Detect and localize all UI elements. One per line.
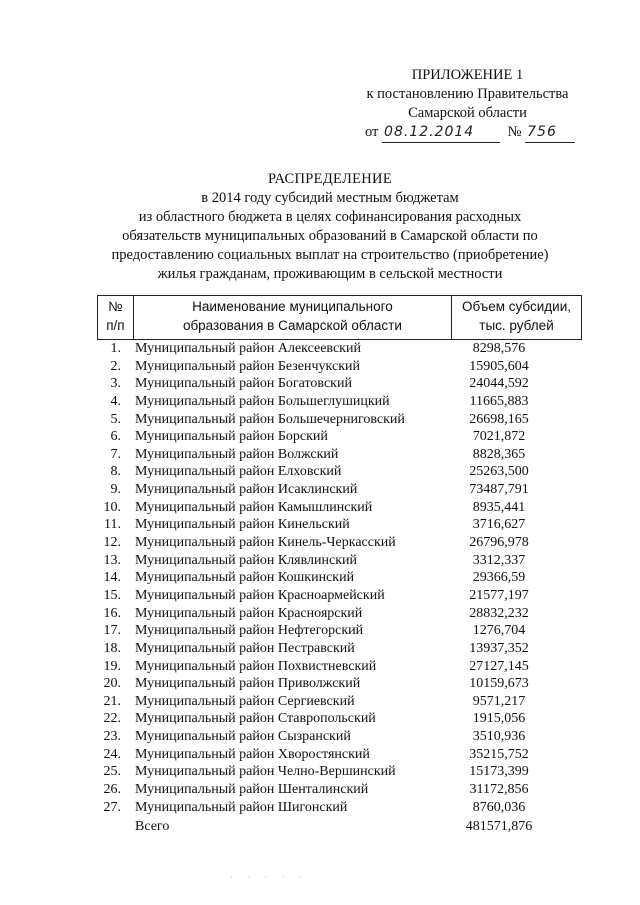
appendix-block (355, 66, 580, 143)
row-value: 7021,872 (472, 429, 526, 445)
table-row (97, 358, 582, 376)
table-row (97, 622, 582, 640)
row-name: Муниципальный район Кинельский (135, 517, 350, 533)
table-row (97, 746, 582, 764)
row-number: 17. (103, 623, 121, 639)
row-number: 19. (103, 658, 121, 674)
row-name: Муниципальный район Богатовский (135, 376, 352, 392)
row-value: 15173,399 (469, 764, 529, 780)
table-row (97, 799, 582, 817)
table-row (97, 658, 582, 676)
row-name: Муниципальный район Камышлинский (135, 499, 373, 515)
row-name: Муниципальный район Нефтегорский (135, 623, 364, 639)
header-number-line2: п/п (106, 318, 125, 333)
heading-line: жилья гражданам, проживающим в сельской местности (157, 266, 503, 282)
date-field (382, 123, 500, 143)
row-name: Муниципальный район Алексеевский (135, 341, 361, 356)
table-row (97, 675, 582, 693)
row-name: Муниципальный район Елховский (135, 464, 342, 480)
row-name: Муниципальный район Исаклинский (135, 482, 358, 498)
row-number: 24. (103, 746, 121, 762)
table-row (97, 375, 582, 393)
row-number: 12. (103, 535, 121, 551)
table-body (97, 340, 582, 816)
appendix-title: ПРИЛОЖЕНИЕ 1 (411, 67, 524, 83)
appendix-date-line (355, 123, 580, 143)
row-value: 3510,936 (472, 729, 526, 745)
table-row (97, 463, 582, 481)
header-value-line2: тыс. рублей (479, 318, 554, 333)
heading-line: из областного бюджета в целях софинансирования расходных (138, 209, 522, 225)
row-value: 8760,036 (472, 799, 526, 815)
row-value: 13937,352 (469, 640, 529, 656)
total-label: Всего (135, 819, 170, 834)
row-name: Муниципальный район Шигонский (135, 799, 348, 815)
row-name: Муниципальный район Сызранский (135, 729, 351, 745)
row-name: Муниципальный район Хворостянский (135, 746, 370, 762)
row-value: 8935,441 (472, 499, 526, 515)
row-name: Муниципальный район Пестравский (135, 640, 355, 656)
table-row (97, 534, 582, 552)
appendix-region-line: Самарской области (408, 105, 527, 121)
table-row (97, 393, 582, 411)
row-name: Муниципальный район Сергиевский (135, 693, 355, 709)
table-row (97, 710, 582, 728)
row-value: 8298,576 (472, 341, 526, 356)
row-number: 11. (104, 517, 121, 533)
row-number: 4. (110, 393, 121, 409)
row-name: Муниципальный район Клявлинский (135, 552, 358, 568)
header-name-line2: образования в Самарской области (182, 318, 402, 333)
document-heading (80, 170, 580, 284)
row-name: Муниципальный район Волжский (135, 446, 339, 462)
row-value: 1276,704 (472, 623, 526, 639)
table-row (97, 446, 582, 464)
row-value: 26698,165 (469, 411, 529, 427)
row-value: 15905,604 (469, 358, 529, 374)
date-prefix: от (365, 124, 379, 140)
row-number: 6. (110, 429, 121, 445)
scan-artifact-dots: · · · · · (230, 872, 308, 882)
row-value: 35215,752 (469, 746, 529, 762)
row-value: 28832,232 (469, 605, 529, 621)
table-row (97, 481, 582, 499)
row-value: 27127,145 (469, 658, 529, 674)
row-name: Муниципальный район Кинель-Черкасский (135, 535, 396, 551)
row-number: 10. (103, 499, 121, 515)
table-row (97, 587, 582, 605)
row-value: 25263,500 (469, 464, 529, 480)
appendix-resolution-line: к постановлению Правительства (366, 86, 569, 102)
row-name: Муниципальный район Ставропольский (135, 711, 376, 727)
row-number: 3. (110, 376, 121, 392)
table-row (97, 569, 582, 587)
heading-title: РАСПРЕДЕЛЕНИЕ (268, 171, 392, 187)
row-number: 5. (110, 411, 121, 427)
row-value: 8828,365 (472, 446, 526, 462)
row-number: 22. (103, 711, 121, 727)
row-number: 26. (103, 782, 121, 798)
row-value: 29366,59 (472, 570, 526, 586)
table-row (97, 516, 582, 534)
table-row (97, 499, 582, 517)
row-name: Муниципальный район Красноармейский (135, 587, 385, 603)
total-value: 481571,876 (465, 819, 533, 834)
heading-line: предоставлению социальных выплат на строительство (приобретение) (111, 247, 549, 263)
table-row (97, 728, 582, 746)
row-name: Муниципальный район Красноярский (135, 605, 363, 621)
row-name: Муниципальный район Большечерниговский (135, 411, 405, 427)
header-value (452, 296, 582, 340)
table-row (97, 411, 582, 429)
row-number: 9. (110, 482, 121, 498)
row-name: Муниципальный район Похвистневский (135, 658, 377, 674)
row-number: 27. (103, 799, 121, 815)
row-number: 7. (110, 446, 121, 462)
number-prefix: № (507, 124, 522, 140)
total-row (97, 818, 582, 836)
row-name: Муниципальный район Кошкинский (135, 570, 355, 586)
header-number-line1: № (108, 299, 123, 314)
header-number (98, 296, 134, 340)
row-value: 3716,627 (472, 517, 526, 533)
row-number: 25. (103, 764, 121, 780)
handwritten-number: 756 (527, 124, 557, 140)
heading-line: в 2014 году субсидий местным бюджетам (201, 190, 459, 206)
header-value-line1: Объем субсидии, (462, 299, 572, 314)
row-number: 18. (103, 640, 121, 656)
row-value: 10159,673 (469, 676, 529, 692)
heading-line: обязательств муниципальных образований в Самарской области по (122, 228, 538, 244)
row-name: Муниципальный район Шенталинский (135, 782, 369, 798)
row-value: 73487,791 (469, 482, 529, 498)
row-number: 16. (103, 605, 121, 621)
row-value: 26796,978 (469, 535, 529, 551)
table-header (97, 295, 582, 340)
row-value: 21577,197 (469, 587, 529, 603)
row-number: 13. (103, 552, 121, 568)
table-row (97, 763, 582, 781)
table-row (97, 428, 582, 446)
row-name: Муниципальный район Приволжский (135, 676, 361, 692)
row-number: 2. (110, 358, 121, 374)
row-value: 9571,217 (472, 693, 526, 709)
table-row (97, 781, 582, 799)
row-value: 3312,337 (472, 552, 526, 568)
row-number: 23. (103, 729, 121, 745)
row-value: 1915,056 (472, 711, 526, 727)
row-number: 21. (103, 693, 121, 709)
row-value: 24044,592 (469, 376, 529, 392)
row-number: 8. (110, 464, 121, 480)
table-row (97, 693, 582, 711)
row-number: 1. (110, 341, 121, 356)
table-row (97, 340, 582, 358)
table-row (97, 640, 582, 658)
row-name: Муниципальный район Большеглушицкий (135, 393, 390, 409)
row-name: Муниципальный район Безенчукский (135, 358, 361, 374)
header-name (133, 296, 451, 340)
row-number: 15. (103, 587, 121, 603)
number-field (525, 123, 575, 143)
row-number: 20. (103, 676, 121, 692)
table-row (97, 605, 582, 623)
row-value: 11665,883 (469, 393, 529, 409)
row-number: 14. (103, 570, 121, 586)
row-name: Муниципальный район Борский (135, 429, 328, 445)
header-name-line1: Наименование муниципального (192, 299, 393, 314)
row-value: 31172,856 (469, 782, 529, 798)
handwritten-date: 08.12.2014 (384, 124, 475, 140)
row-name: Муниципальный район Челно-Вершинский (135, 764, 396, 780)
table-row (97, 552, 582, 570)
